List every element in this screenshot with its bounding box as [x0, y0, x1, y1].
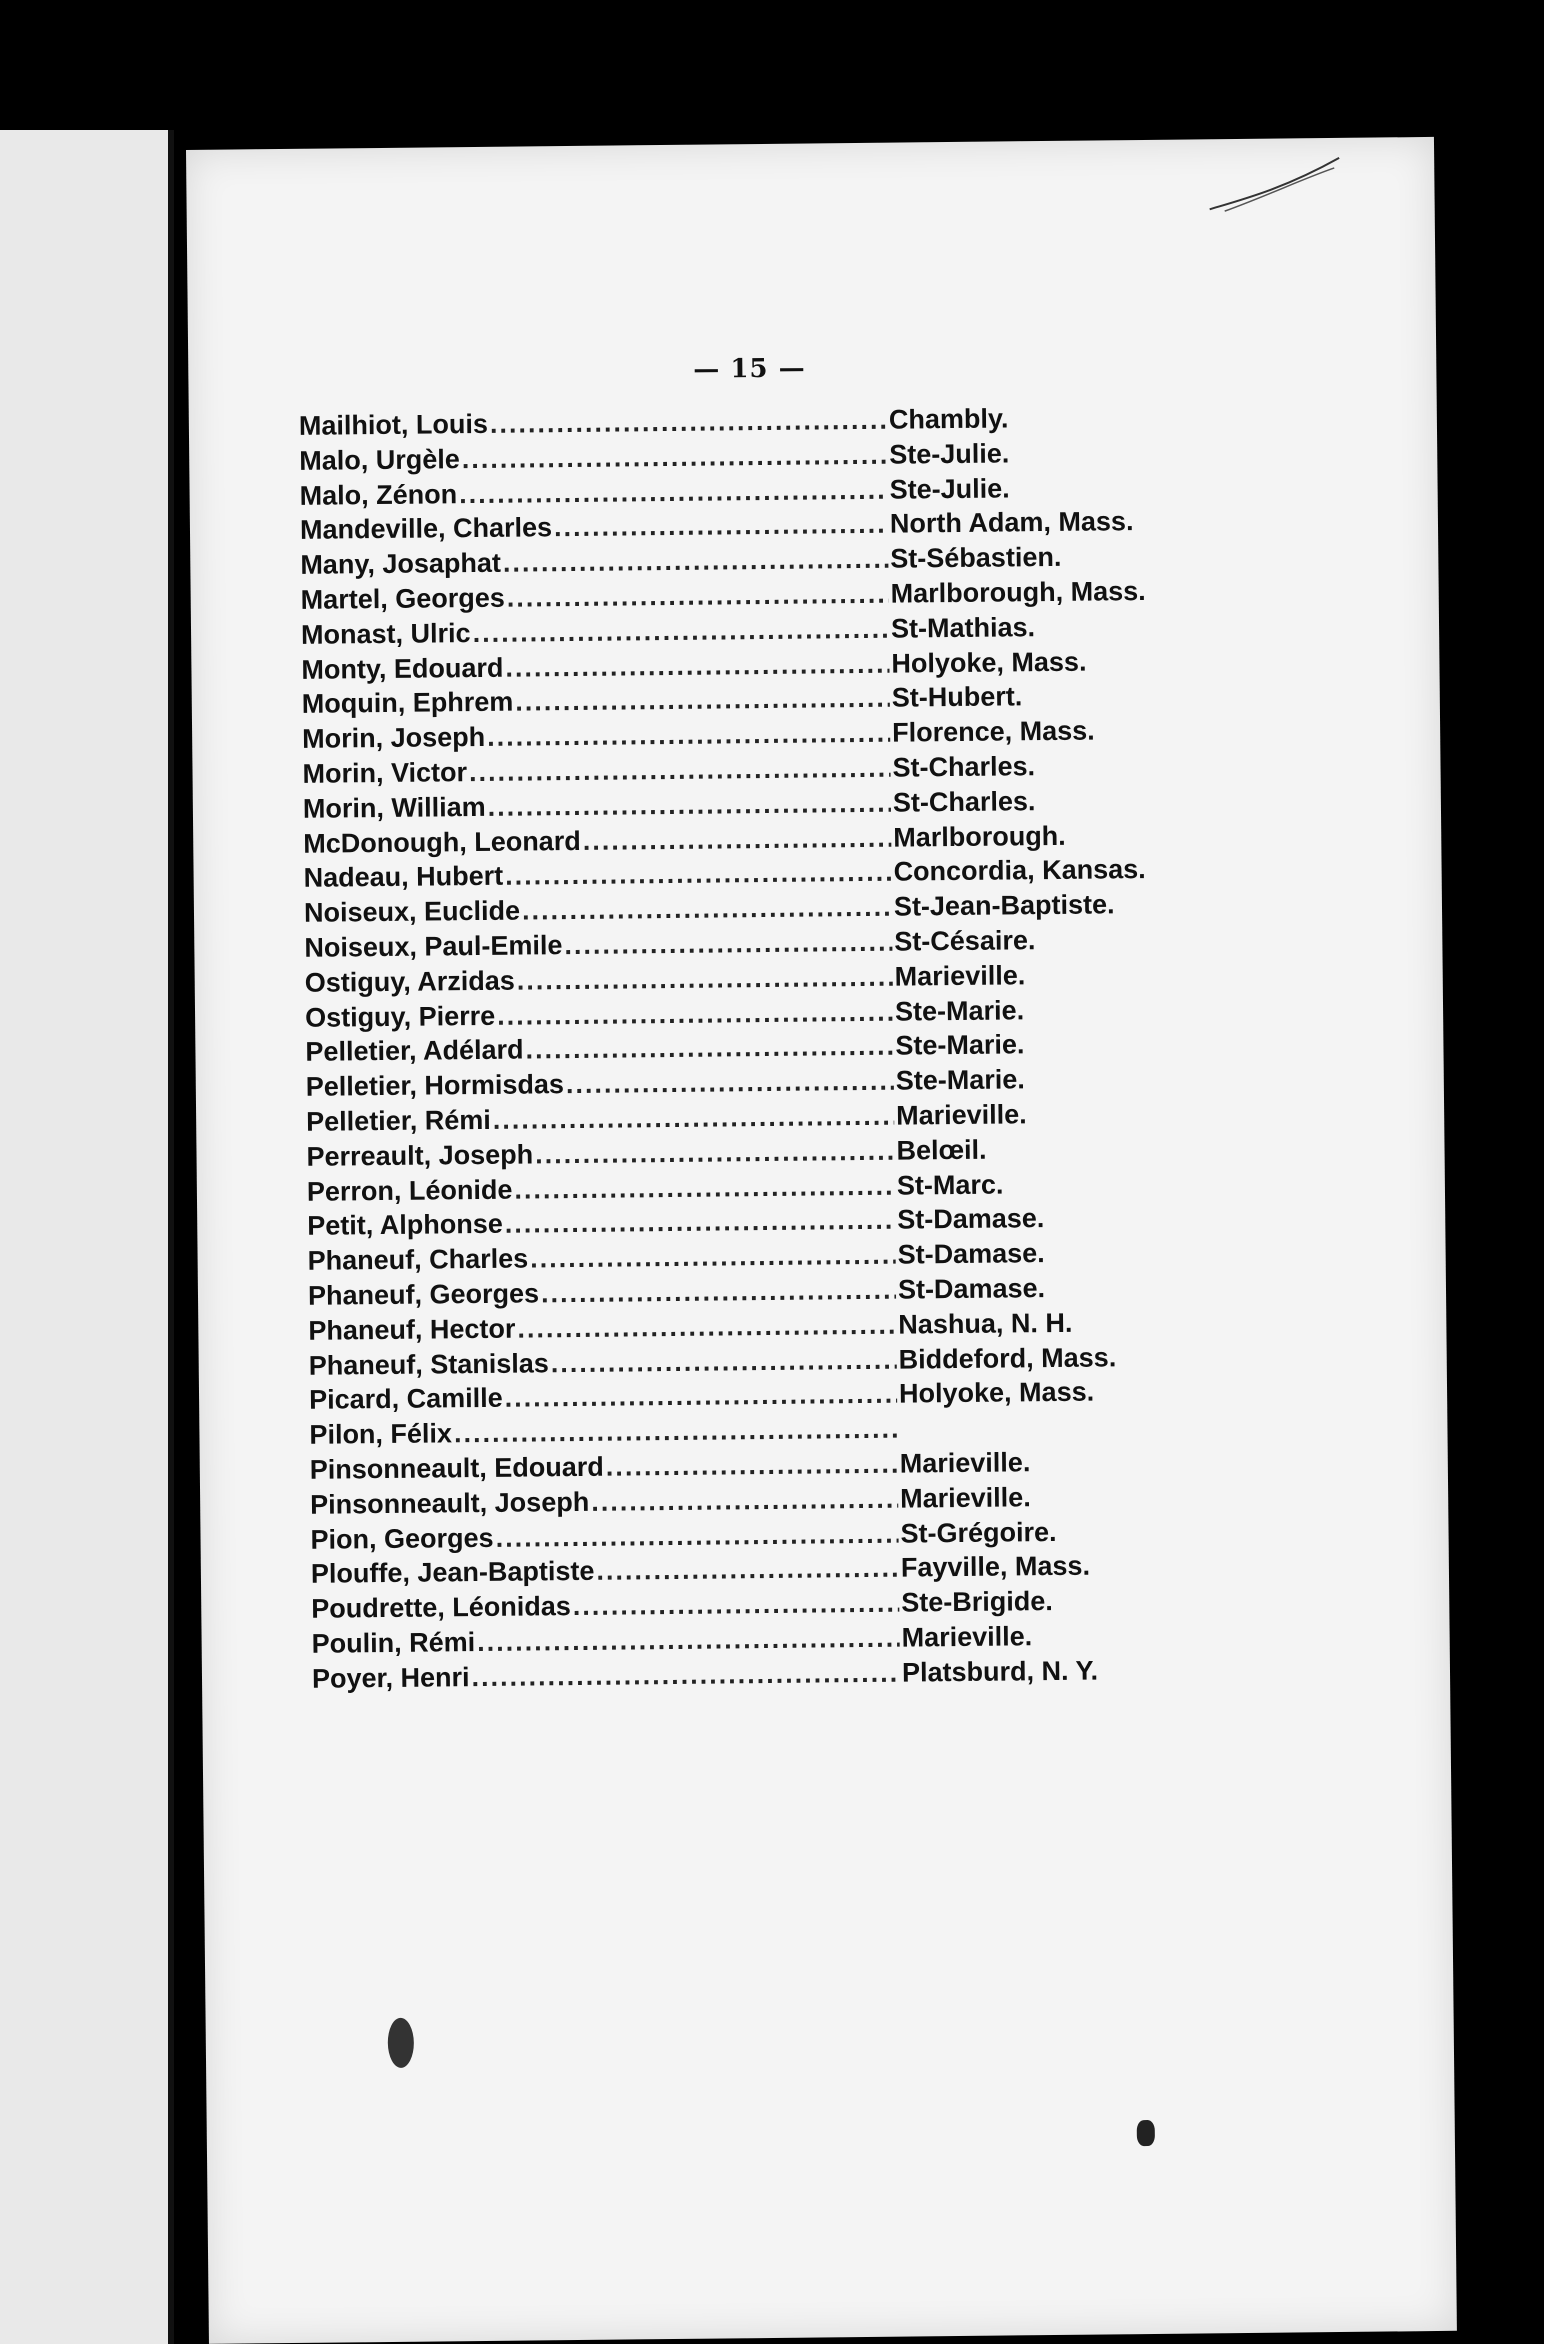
entry-name: Noiseux, Euclide: [303, 895, 521, 928]
dot-leader: [541, 1275, 896, 1310]
entry-name: Mailhiot, Louis: [298, 408, 489, 441]
entry-place: Nashua, N. H.: [898, 1307, 1073, 1340]
dot-leader: [497, 996, 893, 1031]
entry-place: St-Marc.: [896, 1169, 1004, 1201]
entry-name: Pion, Georges: [310, 1522, 494, 1555]
entry-name: Picard, Camille: [308, 1383, 503, 1416]
entry-name: Pinsonneault, Edouard: [309, 1451, 604, 1485]
dot-leader: [459, 474, 888, 509]
entry-place: Belœil.: [896, 1134, 987, 1166]
entry-place: Biddeford, Mass.: [898, 1341, 1117, 1375]
entry-name: Malo, Zénon: [299, 478, 458, 511]
entry-place: Fayville, Mass.: [900, 1550, 1091, 1583]
dot-leader: [493, 1101, 895, 1136]
dot-leader: [525, 1031, 893, 1066]
dot-leader: [583, 822, 892, 856]
entry-place: St-Mathias.: [890, 611, 1036, 644]
entry-name: Phaneuf, Georges: [307, 1278, 540, 1311]
entry-name: Poyer, Henri: [311, 1661, 470, 1694]
entry-name: Morin, Victor: [302, 757, 468, 789]
entry-place: North Adam, Mass.: [889, 506, 1134, 540]
entry-place: Concordia, Kansas.: [893, 854, 1146, 887]
entry-place: Platsburd, N. Y.: [901, 1655, 1099, 1688]
dot-leader: [596, 1553, 899, 1587]
ink-blot: [388, 2018, 415, 2068]
entry-place: St-Charles.: [892, 785, 1036, 818]
entry-place: Marlborough, Mass.: [890, 575, 1146, 609]
entry-name: Mandeville, Charles: [299, 512, 553, 546]
entry-name: Martel, Georges: [300, 582, 505, 615]
dot-leader: [591, 1483, 898, 1517]
entry-place: Ste-Julie.: [889, 472, 1010, 505]
dot-leader: [535, 1135, 895, 1170]
dot-leader: [495, 1518, 898, 1553]
entry-name: Pelletier, Adélard: [305, 1034, 524, 1068]
dot-leader: [472, 613, 889, 648]
dot-leader: [487, 718, 890, 753]
entry-name: Phaneuf, Stanislas: [308, 1347, 549, 1381]
entry-name: McDonough, Leonard: [303, 825, 581, 859]
entry-place: Florence, Mass.: [891, 715, 1095, 748]
entry-place: St-Sébastien.: [890, 542, 1062, 574]
entry-name: Pilon, Félix: [309, 1418, 453, 1450]
left-page-edge: [0, 130, 174, 2344]
dot-leader: [505, 857, 892, 892]
dot-leader: [507, 579, 889, 614]
page-number: — 15 —: [693, 353, 806, 385]
entry-place: St-Grégoire.: [900, 1516, 1057, 1549]
dot-leader: [462, 439, 888, 474]
entry-name: Nadeau, Hubert: [303, 861, 504, 894]
entry-place: Ste-Marie.: [894, 994, 1025, 1027]
dot-leader: [564, 927, 892, 961]
entry-place: St-Hubert.: [891, 681, 1023, 714]
dot-leader: [505, 1205, 896, 1240]
entry-name: Phaneuf, Hector: [308, 1313, 516, 1346]
dot-leader: [530, 1240, 896, 1275]
entry-name: Malo, Urgèle: [299, 443, 460, 476]
entry-name: Morin, Joseph: [302, 722, 486, 754]
entry-name: Ostiguy, Pierre: [304, 1000, 496, 1033]
dot-leader: [469, 753, 891, 788]
dot-leader: [517, 1309, 896, 1344]
entry-place: Ste-Brigide.: [901, 1586, 1053, 1618]
dot-leader: [488, 787, 892, 822]
entry-name: Morin, William: [302, 791, 486, 824]
entry-place: Holyoke, Mass.: [898, 1376, 1095, 1409]
pen-mark-icon: [1204, 148, 1345, 229]
entry-place: Ste-Marie.: [895, 1029, 1025, 1061]
entry-place: Chambly.: [888, 403, 1009, 435]
name-list: [299, 401, 1292, 1699]
entry-name: Perreault, Joseph: [306, 1139, 534, 1172]
entry-name: Pinsonneault, Joseph: [310, 1486, 590, 1520]
entry-place: St-Damase.: [897, 1238, 1045, 1270]
entry-name: Phaneuf, Charles: [307, 1243, 529, 1276]
entry-place: Marieville.: [900, 1481, 1031, 1514]
dot-leader: [573, 1588, 900, 1622]
dot-leader: [503, 544, 889, 579]
entry-place: Ste-Julie.: [889, 438, 1010, 470]
dot-leader: [566, 1066, 894, 1100]
entry-name: Poudrette, Léonidas: [311, 1591, 571, 1624]
entry-name: Noiseux, Paul-Emile: [304, 930, 563, 963]
entry-name: Poulin, Rémi: [311, 1626, 476, 1659]
dot-leader: [505, 1379, 898, 1414]
dot-leader: [471, 1657, 900, 1692]
dot-leader: [606, 1449, 898, 1483]
entry-place: Marieville.: [894, 960, 1026, 992]
dot-leader: [551, 1344, 897, 1379]
dot-leader: [517, 961, 893, 996]
entry-place: St-Césaire.: [894, 925, 1036, 957]
entry-name: Many, Josaphat: [300, 547, 502, 581]
entry-name: Petit, Alphonse: [307, 1209, 503, 1242]
dot-leader: [522, 892, 892, 927]
entry-name: Perron, Léonide: [306, 1174, 513, 1207]
entry-name: Ostiguy, Arzidas: [304, 965, 515, 998]
dot-leader: [515, 683, 890, 718]
dot-leader: [490, 405, 887, 440]
entry-place: Holyoke, Mass.: [891, 646, 1087, 679]
entry-name: Moquin, Ephrem: [301, 686, 514, 720]
entry-name: Monty, Edouard: [301, 652, 504, 685]
entry-place: St-Jean-Baptiste.: [893, 889, 1115, 922]
entry-name: Monast, Ulric: [300, 617, 471, 650]
entry-place: St-Charles.: [892, 751, 1036, 783]
dot-leader: [505, 648, 889, 683]
dot-leader: [454, 1414, 898, 1450]
entry-place: Ste-Marie.: [895, 1064, 1025, 1096]
entry-place: Marieville.: [901, 1621, 1033, 1653]
entry-name: Plouffe, Jean-Baptiste: [310, 1556, 595, 1590]
entry-place: [900, 1434, 1290, 1438]
dot-leader: [554, 509, 888, 543]
entry-place: Marieville.: [895, 1099, 1027, 1131]
entry-place: St-Damase.: [897, 1203, 1045, 1235]
entry-place: Marlborough.: [893, 820, 1066, 853]
dot-leader: [477, 1623, 900, 1658]
ink-blot: [1137, 2120, 1155, 2146]
document-page: [186, 137, 1457, 2344]
entry-place: St-Damase.: [897, 1272, 1046, 1305]
dot-leader: [514, 1170, 895, 1205]
entry-name: Pelletier, Hormisdas: [305, 1069, 565, 1102]
book-gutter: [174, 150, 186, 2344]
entry-name: Pelletier, Rémi: [306, 1104, 491, 1137]
entry-place: Marieville.: [899, 1447, 1031, 1479]
